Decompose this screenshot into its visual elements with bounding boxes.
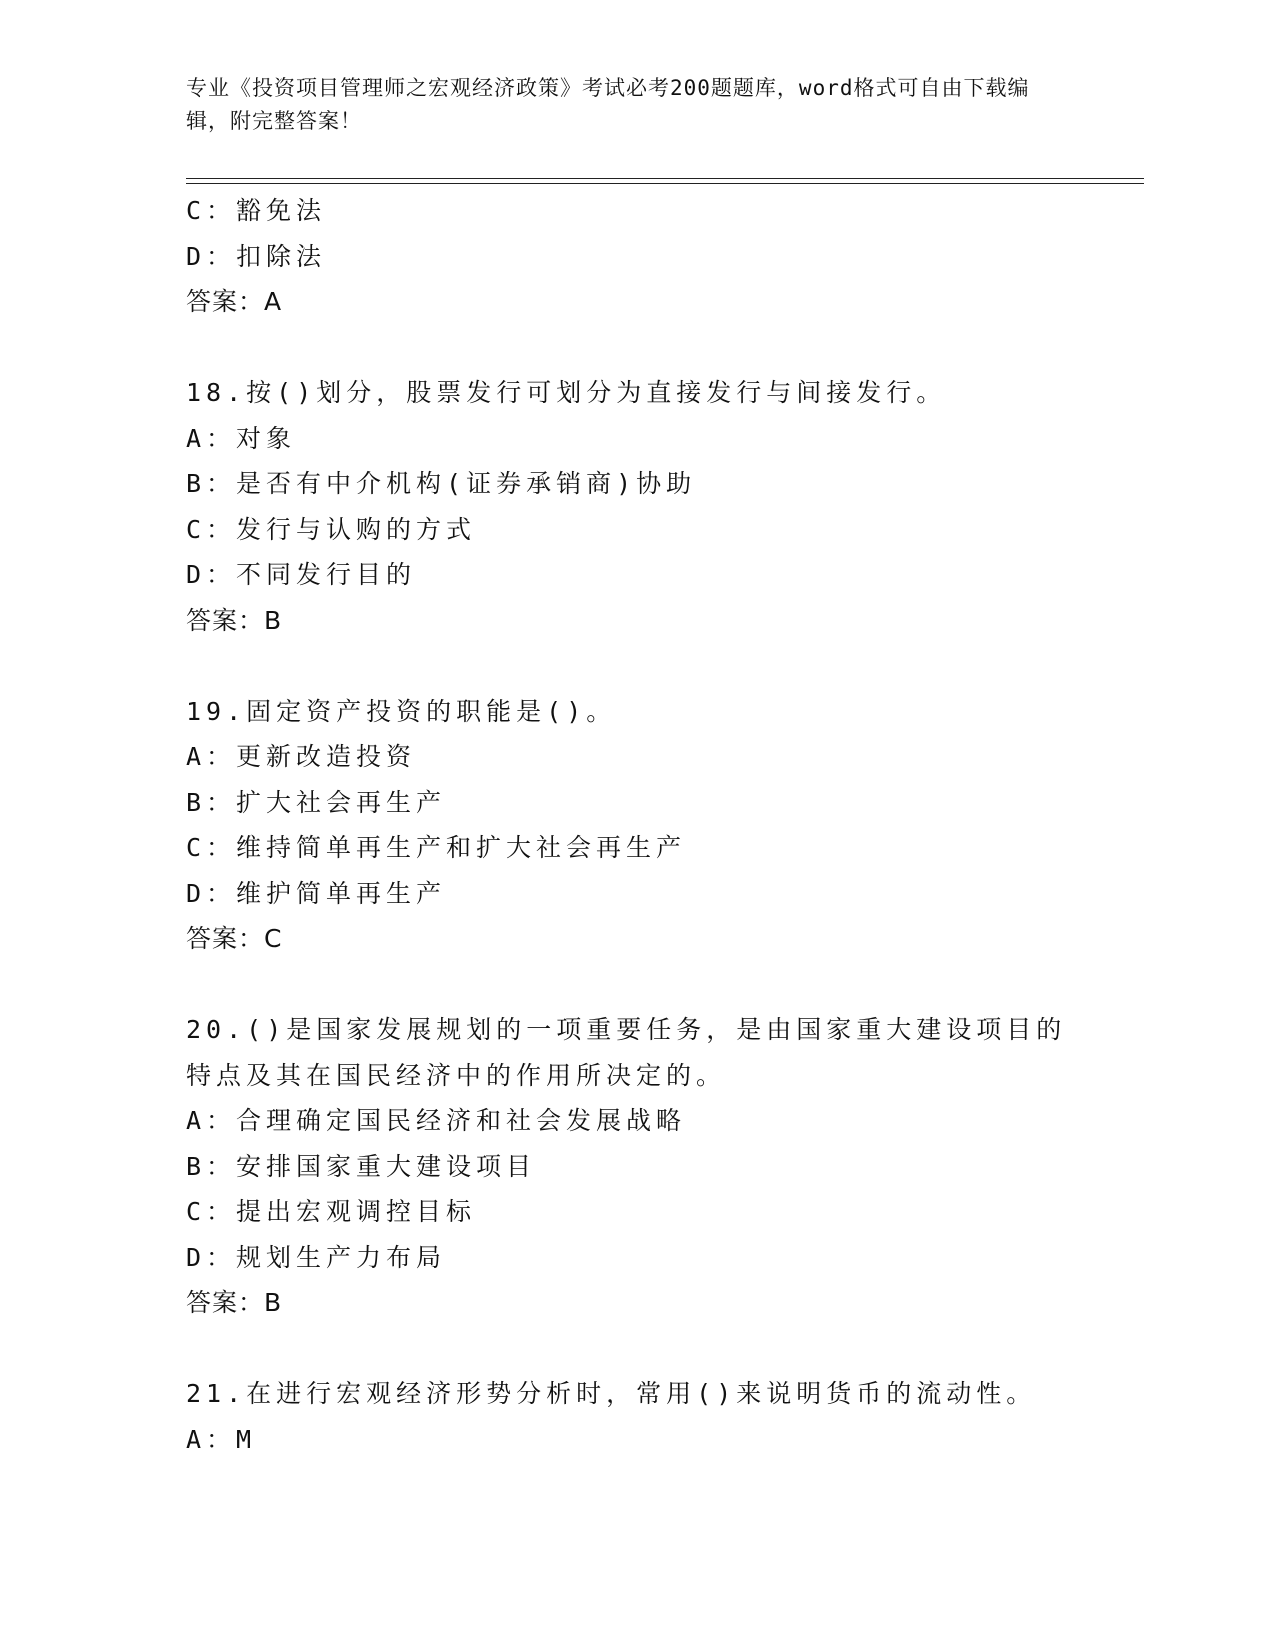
option-d: D：维护简单再生产 xyxy=(186,878,447,908)
question-stem: 20.()是国家发展规划的一项重要任务，是由国家重大建设项目的特点及其在国民经济中的作用所决定的。 xyxy=(186,1015,1067,1090)
answer-line: 答案：B xyxy=(186,605,283,635)
option-d: D：规划生产力布局 xyxy=(186,1242,447,1272)
option-a: A：对象 xyxy=(186,423,297,453)
option-d: D：扣除法 xyxy=(186,241,327,271)
option-a: A：更新改造投资 xyxy=(186,742,417,771)
document-header: 专业《投资项目管理师之宏观经济政策》考试必考200题题库，word格式可自由下载编辑，附完整答案！ xyxy=(186,76,1030,133)
option-c: C：豁免法 xyxy=(186,196,327,225)
answer-line: 答案：A xyxy=(186,287,283,316)
header-divider-bottom xyxy=(186,183,1144,184)
answer-line: 答案：C xyxy=(186,924,283,953)
spacer xyxy=(186,1326,1106,1372)
question-partial xyxy=(186,188,1106,325)
spacer xyxy=(186,325,1106,371)
question-stem: 21.在进行宏观经济形势分析时，常用()来说明货币的流动性。 xyxy=(186,1379,1037,1408)
option-c: C：提出宏观调控目标 xyxy=(186,1197,477,1226)
question-21 xyxy=(186,1371,1106,1462)
spacer xyxy=(186,643,1106,689)
option-b: B：是否有中介机构(证券承销商)协助 xyxy=(186,469,697,498)
option-b: B：扩大社会再生产 xyxy=(186,787,447,817)
option-b: B：安排国家重大建设项目 xyxy=(186,1151,537,1181)
question-stem: 18.按()划分，股票发行可划分为直接发行与间接发行。 xyxy=(186,378,947,407)
answer-line: 答案：B xyxy=(186,1288,283,1317)
header-divider-top xyxy=(186,178,1144,179)
question-19 xyxy=(186,689,1106,962)
option-c: C：发行与认购的方式 xyxy=(186,514,477,544)
question-20 xyxy=(186,1007,1106,1326)
question-18 xyxy=(186,370,1106,643)
question-list xyxy=(186,188,1106,1462)
option-c: C：维持简单再生产和扩大社会再生产 xyxy=(186,833,687,862)
question-stem: 19.固定资产投资的职能是()。 xyxy=(186,696,617,726)
spacer xyxy=(186,962,1106,1008)
option-a: A：合理确定国民经济和社会发展战略 xyxy=(186,1106,687,1135)
option-d: D：不同发行目的 xyxy=(186,560,417,589)
option-a: A：M xyxy=(186,1424,257,1454)
